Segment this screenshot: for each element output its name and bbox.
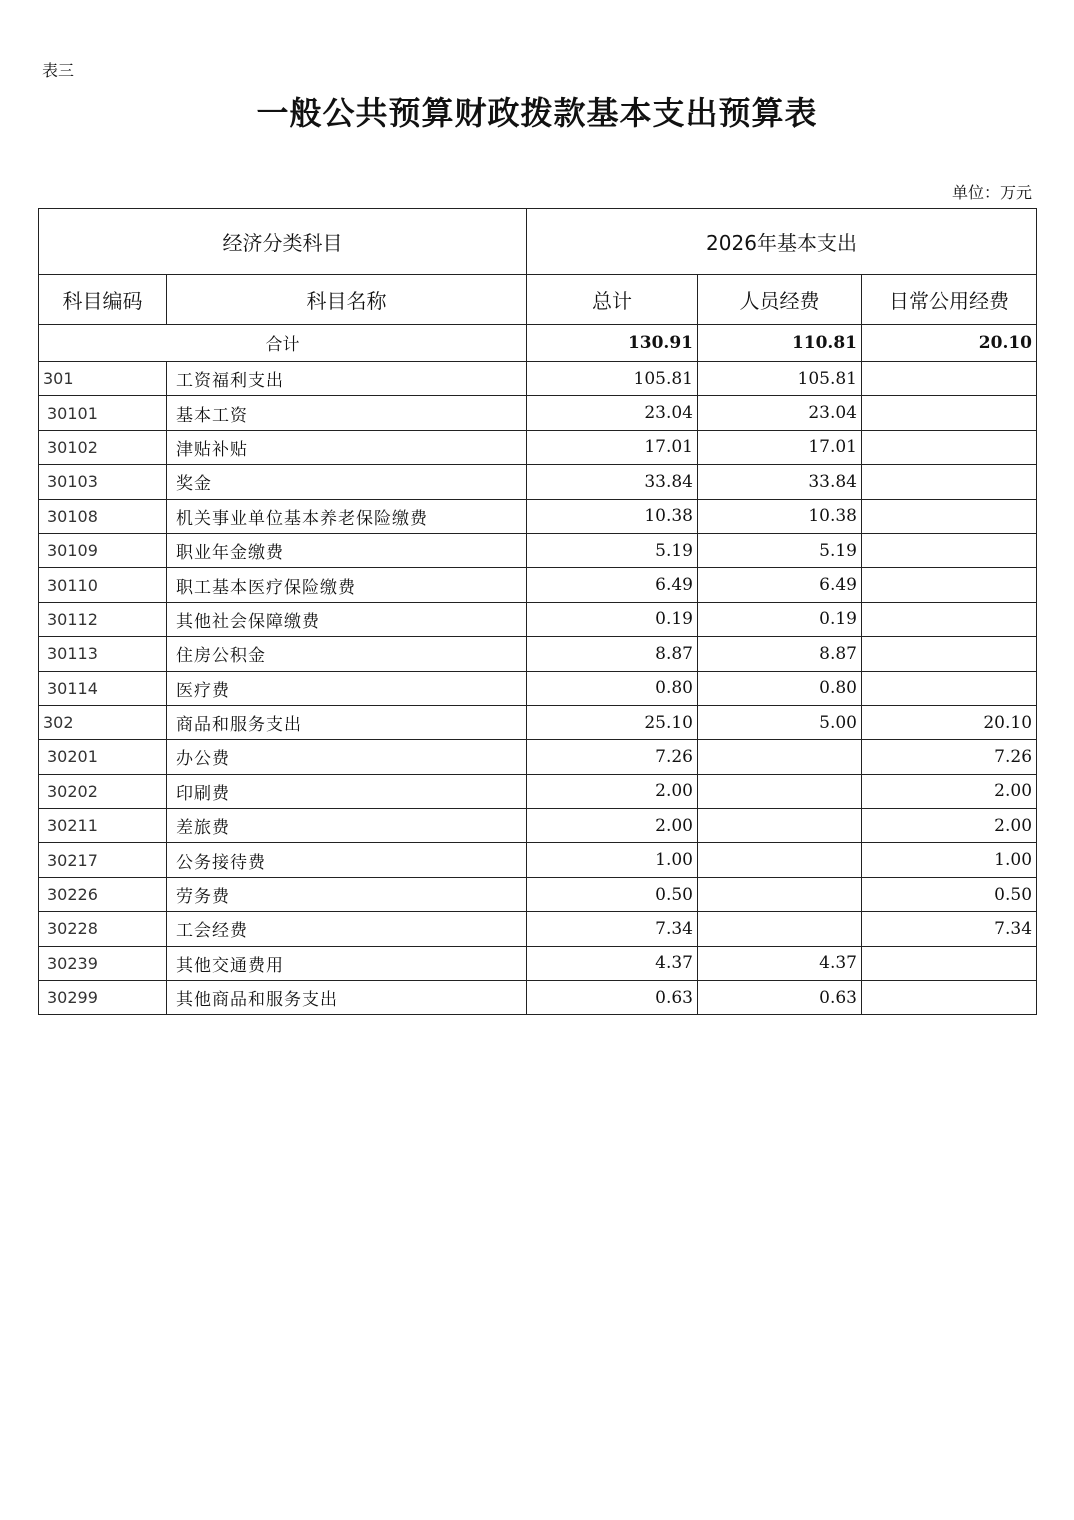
cell-total: 23.04 (527, 396, 698, 430)
column-header-total: 总计 (527, 275, 698, 325)
cell-code: 30226 (39, 877, 167, 911)
cell-total: 4.37 (527, 946, 698, 980)
cell-name: 津贴补贴 (167, 430, 527, 464)
cell-name: 机关事业单位基本养老保险缴费 (167, 499, 527, 533)
cell-personnel: 105.81 (698, 362, 862, 396)
column-header-personnel: 人员经费 (698, 275, 862, 325)
cell-public (862, 568, 1037, 602)
table-row (39, 362, 1037, 396)
cell-code: 30113 (39, 637, 167, 671)
table-row (39, 740, 1037, 774)
cell-personnel: 10.38 (698, 499, 862, 533)
cell-public: 20.10 (862, 705, 1037, 739)
cell-public: 2.00 (862, 774, 1037, 808)
table-row (39, 430, 1037, 464)
cell-code: 30202 (39, 774, 167, 808)
cell-personnel: 4.37 (698, 946, 862, 980)
column-header-code: 科目编码 (39, 275, 167, 325)
table-row (39, 568, 1037, 602)
cell-name: 职业年金缴费 (167, 533, 527, 567)
cell-public (862, 533, 1037, 567)
cell-name: 基本工资 (167, 396, 527, 430)
cell-name: 住房公积金 (167, 637, 527, 671)
cell-total: 5.19 (527, 533, 698, 567)
cell-public (862, 671, 1037, 705)
cell-total: 8.87 (527, 637, 698, 671)
cell-code: 30101 (39, 396, 167, 430)
table-row (39, 396, 1037, 430)
column-header-public: 日常公用经费 (862, 275, 1037, 325)
table-row (39, 602, 1037, 636)
document-title: 一般公共预算财政拨款基本支出预算表 (256, 94, 818, 132)
cell-public: 7.26 (862, 740, 1037, 774)
cell-personnel: 5.00 (698, 705, 862, 739)
cell-total: 6.49 (527, 568, 698, 602)
cell-personnel: 0.80 (698, 671, 862, 705)
table-row (39, 946, 1037, 980)
cell-code: 30114 (39, 671, 167, 705)
cell-code: 30108 (39, 499, 167, 533)
group-header-row (39, 209, 1037, 275)
cell-name: 劳务费 (167, 877, 527, 911)
cell-code: 30112 (39, 602, 167, 636)
cell-personnel: 5.19 (698, 533, 862, 567)
cell-code: 30110 (39, 568, 167, 602)
total-label: 合计 (39, 325, 527, 362)
table-row (39, 877, 1037, 911)
cell-code: 30239 (39, 946, 167, 980)
cell-code: 30201 (39, 740, 167, 774)
cell-name: 医疗费 (167, 671, 527, 705)
cell-public (862, 430, 1037, 464)
cell-public (862, 499, 1037, 533)
cell-total: 105.81 (527, 362, 698, 396)
cell-personnel: 33.84 (698, 465, 862, 499)
cell-public: 1.00 (862, 843, 1037, 877)
cell-name: 印刷费 (167, 774, 527, 808)
table-number-label: 表三 (42, 61, 75, 80)
cell-total: 25.10 (527, 705, 698, 739)
table-row (39, 465, 1037, 499)
cell-total: 0.50 (527, 877, 698, 911)
cell-personnel: 23.04 (698, 396, 862, 430)
cell-code: 30217 (39, 843, 167, 877)
cell-name: 办公费 (167, 740, 527, 774)
total-row (39, 325, 1037, 362)
cell-personnel (698, 809, 862, 843)
cell-personnel: 0.63 (698, 981, 862, 1015)
table-row (39, 981, 1037, 1015)
cell-public (862, 946, 1037, 980)
cell-total: 1.00 (527, 843, 698, 877)
cell-total: 7.26 (527, 740, 698, 774)
cell-code: 30228 (39, 912, 167, 946)
cell-personnel (698, 877, 862, 911)
cell-code: 301 (39, 362, 167, 396)
cell-public: 7.34 (862, 912, 1037, 946)
cell-code: 30102 (39, 430, 167, 464)
cell-public (862, 465, 1037, 499)
table-row (39, 843, 1037, 877)
cell-public: 2.00 (862, 809, 1037, 843)
table-row (39, 705, 1037, 739)
table-row (39, 671, 1037, 705)
column-header-row (39, 275, 1037, 325)
cell-personnel (698, 774, 862, 808)
cell-total: 0.19 (527, 602, 698, 636)
cell-name: 其他交通费用 (167, 946, 527, 980)
cell-code: 30299 (39, 981, 167, 1015)
cell-name: 奖金 (167, 465, 527, 499)
cell-public (862, 981, 1037, 1015)
table-row (39, 499, 1037, 533)
cell-name: 工会经费 (167, 912, 527, 946)
total-cell-total: 130.91 (527, 325, 698, 362)
cell-public (862, 362, 1037, 396)
cell-total: 2.00 (527, 774, 698, 808)
cell-code: 302 (39, 705, 167, 739)
group-header-expenditure: 2026年基本支出 (527, 209, 1037, 275)
cell-public: 0.50 (862, 877, 1037, 911)
table-row (39, 912, 1037, 946)
table-row (39, 774, 1037, 808)
cell-public (862, 637, 1037, 671)
cell-name: 差旅费 (167, 809, 527, 843)
cell-name: 职工基本医疗保险缴费 (167, 568, 527, 602)
table-row (39, 809, 1037, 843)
cell-total: 7.34 (527, 912, 698, 946)
cell-code: 30211 (39, 809, 167, 843)
cell-personnel (698, 740, 862, 774)
cell-personnel: 6.49 (698, 568, 862, 602)
cell-total: 0.80 (527, 671, 698, 705)
cell-name: 其他社会保障缴费 (167, 602, 527, 636)
table-row (39, 533, 1037, 567)
table-row (39, 637, 1037, 671)
cell-total: 17.01 (527, 430, 698, 464)
cell-name: 公务接待费 (167, 843, 527, 877)
cell-personnel: 17.01 (698, 430, 862, 464)
group-header-classification: 经济分类科目 (39, 209, 527, 275)
cell-public (862, 396, 1037, 430)
cell-personnel: 0.19 (698, 602, 862, 636)
cell-name: 工资福利支出 (167, 362, 527, 396)
cell-personnel (698, 843, 862, 877)
column-header-name: 科目名称 (167, 275, 527, 325)
cell-total: 2.00 (527, 809, 698, 843)
cell-total: 0.63 (527, 981, 698, 1015)
total-cell-public: 20.10 (862, 325, 1037, 362)
budget-table (38, 208, 1037, 1015)
cell-personnel: 8.87 (698, 637, 862, 671)
unit-label: 单位：万元 (951, 183, 1032, 202)
cell-code: 30109 (39, 533, 167, 567)
total-cell-personnel: 110.81 (698, 325, 862, 362)
cell-name: 其他商品和服务支出 (167, 981, 527, 1015)
cell-name: 商品和服务支出 (167, 705, 527, 739)
cell-total: 33.84 (527, 465, 698, 499)
cell-code: 30103 (39, 465, 167, 499)
cell-personnel (698, 912, 862, 946)
cell-total: 10.38 (527, 499, 698, 533)
cell-public (862, 602, 1037, 636)
